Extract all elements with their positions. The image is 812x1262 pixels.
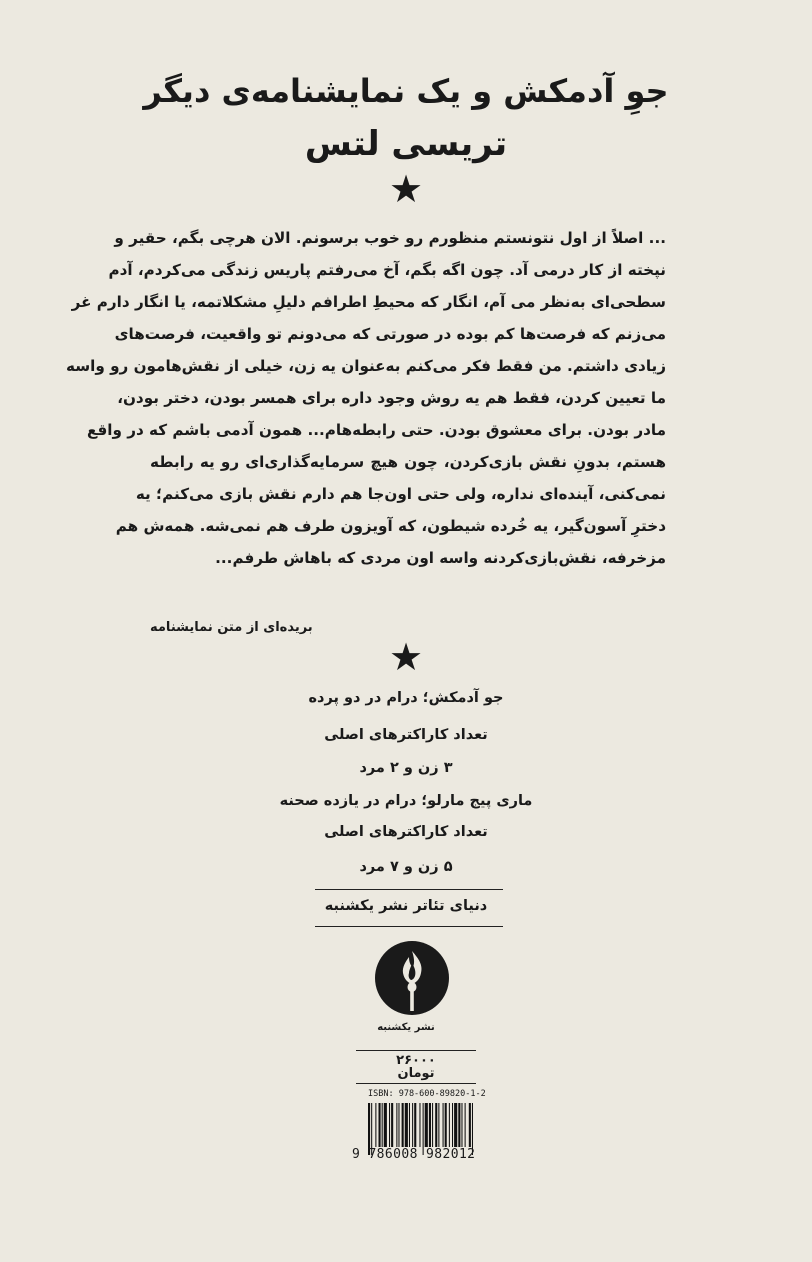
barcode-bar — [409, 1103, 410, 1147]
barcode-bar — [412, 1103, 413, 1147]
excerpt-line: سطحی‌ای به‌نظر می آم، انگار که محیطِ اطرافم دلیلِ مشکلاتمه، یا انگار دارم غر — [71, 293, 666, 311]
barcode-bar — [443, 1103, 444, 1147]
publisher-logo-caption: نشر یکشنبه — [377, 1022, 435, 1033]
excerpt-line: هستم، بدونِ نقش بازی‌کردن، چون هیچ سرمایه‌گذاری‌ای رو یه رابطه — [150, 453, 666, 471]
match-flame-icon — [373, 939, 451, 1017]
barcode-bar — [425, 1103, 428, 1147]
price-currency: تومان — [397, 1066, 435, 1081]
excerpt-line: نپخته از کار درمی آد. چون اگه بگم، آخ می‌رفتم پاریس زندگی می‌کردم، آدم — [108, 261, 666, 279]
barcode-bar — [432, 1103, 433, 1147]
play1-title: جو آدمکش؛ درام در دو پرده — [308, 690, 504, 706]
barcode-bar — [382, 1103, 383, 1147]
divider — [315, 889, 503, 890]
barcode-bar — [414, 1103, 416, 1147]
excerpt-line: مزخرفه، نقش‌بازی‌کردنه واسه اون مردی که باهاش طرفم... — [215, 549, 666, 567]
author-name: تریسی لتس — [304, 124, 508, 164]
star-icon: ★ — [388, 635, 424, 679]
barcode-bar — [389, 1103, 390, 1147]
excerpt-source-label: بریده‌ای از متن نمایشنامه — [150, 620, 313, 635]
barcode-bar — [429, 1103, 431, 1147]
barcode-bar — [445, 1103, 447, 1147]
excerpt-line: نمی‌کنی، آینده‌ای نداره، ولی حتی اون‌جا هم دارم نقش بازی می‌کنم؛ یه — [135, 485, 666, 503]
barcode-bar — [438, 1103, 439, 1147]
divider — [315, 926, 503, 927]
excerpt-line: دخترِ آسون‌گیر، یه خُرده شیطون، که آویزون طرف هم نمی‌شه. همه‌ش هم — [115, 517, 666, 535]
star-icon: ★ — [388, 167, 424, 211]
play2-cast: ۵ زن و ۷ مرد — [359, 859, 453, 875]
barcode-bar — [391, 1103, 393, 1147]
barcode-bar — [384, 1103, 387, 1147]
barcode-bar — [458, 1103, 460, 1147]
play1-cast: ۳ زن و ۲ مرد — [359, 760, 453, 776]
isbn-label: ISBN: 978-600-89820-1-2 — [368, 1089, 486, 1099]
barcode-bar — [396, 1103, 397, 1147]
excerpt-source — [150, 620, 656, 635]
excerpt-line: ما تعیین کردن، فقط هم یه روش وجود داره برای همسر بودن، دختر بودن، — [117, 389, 666, 407]
barcode-bar — [379, 1103, 381, 1147]
barcode-bar — [461, 1103, 462, 1147]
play2-cast-label: تعداد کاراکترهای اصلی — [324, 824, 488, 840]
barcode-bar — [452, 1103, 453, 1147]
barcode-bar — [449, 1103, 450, 1147]
barcode-digits: 9 786008 982012 — [352, 1147, 476, 1162]
barcode-bar — [435, 1103, 437, 1147]
play2-title: ماری پیج مارلو؛ درام در یازده صحنه — [279, 793, 533, 809]
excerpt-line: ... اصلاً از اول نتونستم منظورم رو خوب برسونم. الان هرچی بگم، حقیر و — [114, 229, 666, 247]
excerpt-line: زیادی داشتم. من فقط فکر می‌کنم به‌عنوان یه زن، خیلی از نقش‌هامون رو واسه — [66, 357, 666, 375]
barcode-bar — [454, 1103, 457, 1147]
excerpt-text — [66, 222, 666, 574]
barcode-bar — [469, 1103, 471, 1147]
book-title: جوِ آدمکش و یک نمایشنامه‌ی دیگر — [143, 72, 669, 110]
price-box — [356, 1050, 476, 1084]
barcode-bar — [405, 1103, 408, 1147]
barcode-bar — [398, 1103, 399, 1147]
barcode-bar — [419, 1103, 420, 1147]
barcode-bar — [375, 1103, 376, 1147]
excerpt-line: می‌زنم که فرصت‌ها کم بوده در صورتی که می‌دونم تو واقعیت، فرصت‌های — [114, 325, 666, 343]
excerpt-line: مادر بودن. برای معشوق بودن. حتی رابطه‌هام... همون آدمی باشم که در واقع — [86, 421, 666, 439]
barcode-bar — [465, 1103, 466, 1147]
price-amount: ۲۶۰۰۰ — [396, 1053, 436, 1068]
publisher-series: دنیای تئاتر نشر یکشنبه — [324, 898, 488, 914]
play1-cast-label: تعداد کاراکترهای اصلی — [324, 727, 488, 743]
barcode-bar — [402, 1103, 404, 1147]
